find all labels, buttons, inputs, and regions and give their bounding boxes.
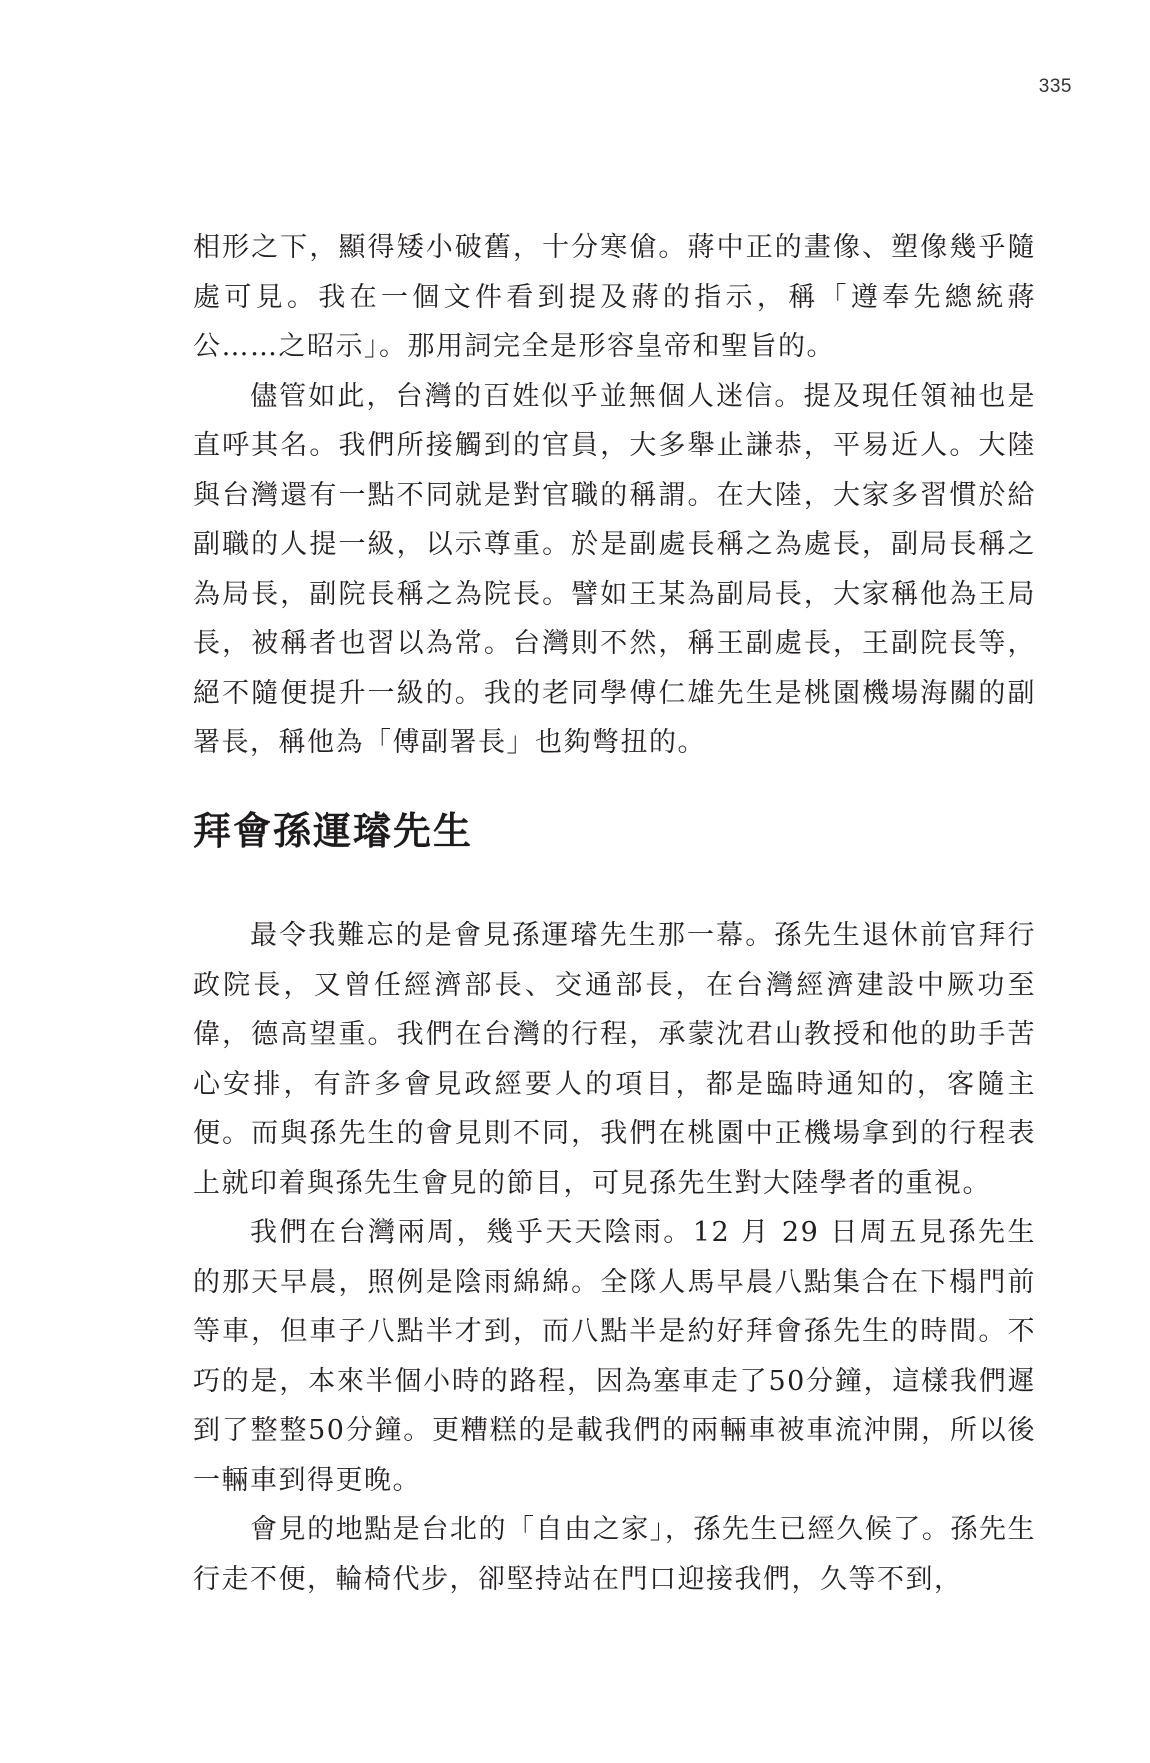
body-text-before-heading [193, 223, 1036, 768]
paragraph: 最令我難忘的是會見孫運璿先生那一幕。孫先生退休前官拜行政院長，又曾任經濟部長、交通部長，在台灣經濟建設中厥功至偉，德高望重。我們在台灣的行程，承蒙沈君山教授和他的助手苦心安排，有許多會見政經要人的項目，都是臨時通知的，客隨主便。而與孫先生的會見則不同，我們在桃園中正機場拿到的行程表上就印着與孫先生會見的節目，可見孫先生對大陸學者的重視。 [193, 920, 1036, 1199]
paragraph: 會見的地點是台北的「自由之家」，孫先生已經久候了。孫先生行走不便，輪椅代步，卻堅持站在門口迎接我們，久等不到， [193, 1514, 1036, 1595]
page-number: 335 [1038, 76, 1072, 97]
paragraph: 儘管如此，台灣的百姓似乎並無個人迷信。提及現任領袖也是直呼其名。我們所接觸到的官員，大多舉止謙恭，平易近人。大陸與台灣還有一點不同就是對官職的稱謂。在大陸，大家多習慣於給副職的人提一級，以示尊重。於是副處長稱之為處長，副局長稱之為局長，副院長稱之為院長。譬如王某為副局長，大家稱他為王局長，被稱者也習以為常。台灣則不然，稱王副處長，王副院長等，絕不隨便提升一級的。我的老同學傅仁雄先生是桃園機場海關的副署長，稱他為「傅副署長」也夠彆扭的。 [193, 380, 1036, 758]
paragraph: 我們在台灣兩周，幾乎天天陰雨。12 月 29 日周五見孫先生的那天早晨，照例是陰雨綿綿。全隊人馬早晨八點集合在下榻門前等車，但車子八點半才到，而八點半是約好拜會孫先生的時間。不巧的是，本來半個小時的路程，因為塞車走了50分鐘，這樣我們遲到了整整50分鐘。更糟糕的是載我們的兩輛車被車流沖開，所以後一輛車到得更晚。 [193, 1217, 1036, 1496]
body-text-after-heading [193, 911, 1036, 1604]
paragraph-continued: 相形之下，顯得矮小破舊，十分寒傖。蔣中正的畫像、塑像幾乎隨處可見。我在一個文件看到提及蔣的指示，稱「遵奉先總統蔣公……之昭示」。那用詞完全是形容皇帝和聖旨的。 [193, 232, 1036, 362]
section-heading: 拜會孫運璿先生 [193, 809, 474, 853]
